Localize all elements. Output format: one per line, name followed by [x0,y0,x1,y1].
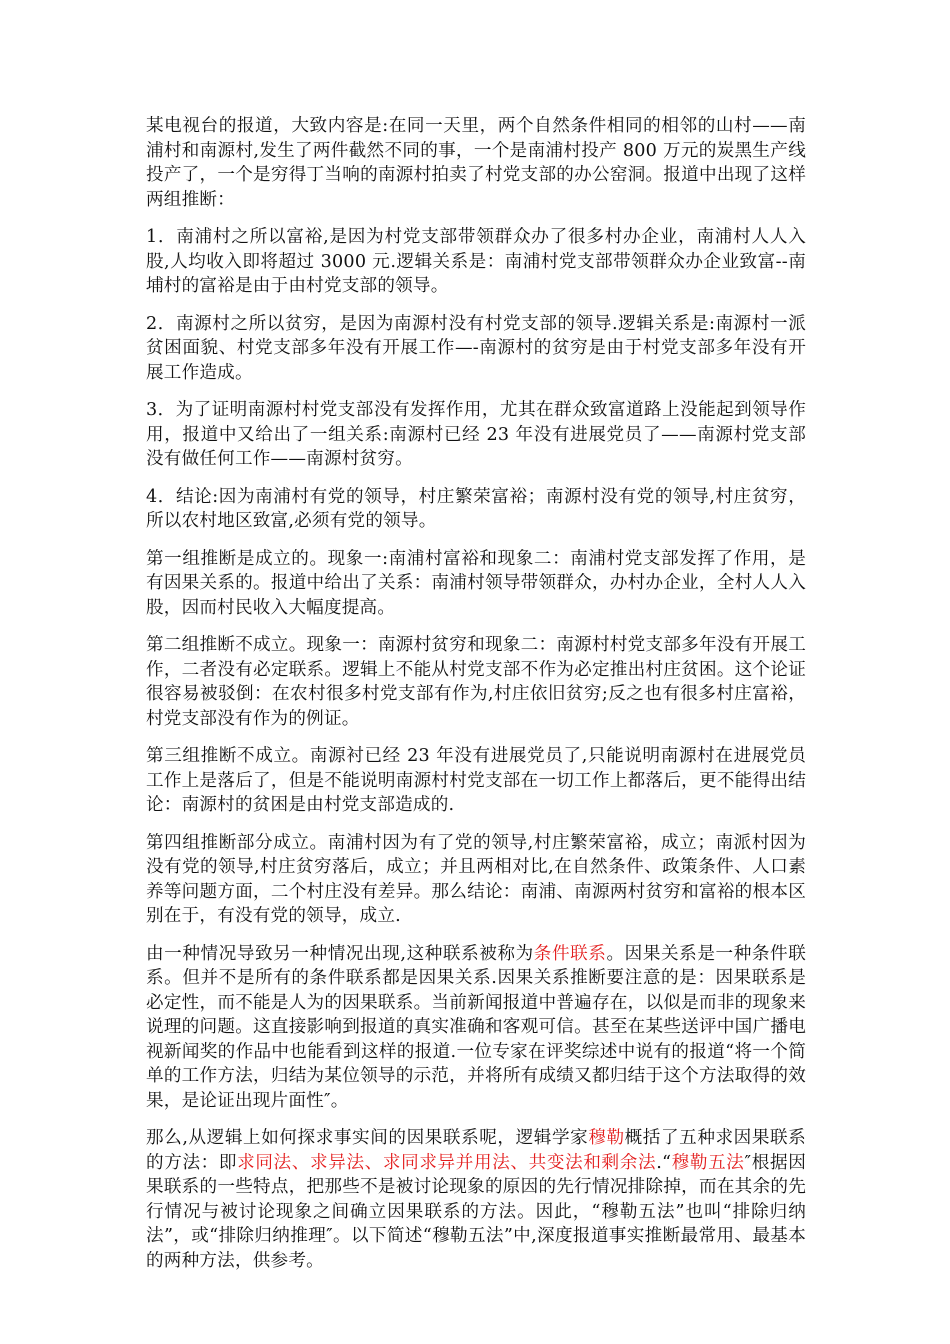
paragraph-inference-2 [146,312,806,386]
paragraph-condition-link [146,942,806,1114]
paragraph-text: 1．南浦村之所以富裕,是因为村党支部带领群众办了很多村办企业，南浦村人人入股,人均收入即将超过 3000 元.逻辑关系是：南浦村党支部带领群众办企业致富--南埔村的富裕是由于由村党支部的领导。 [146,227,806,296]
document-body [146,114,806,1286]
paragraph-text: 第四组推断部分成立。南浦村因为有了党的领导,村庄繁荣富裕，成立；南派村因为没有党的领导,村庄贫穷落后，成立；并且两相对比,在自然条件、政策条件、人口素养等问题方面，二个村庄没有差异。那么结论：南浦、南源两村贫穷和富裕的根本区别在于，有没有党的领导，成立. [146,832,806,926]
paragraph-intro [146,114,806,212]
paragraph-text: 。因果关系是一种条件联系。但并不是所有的条件联系都是因果关系.因果关系推断要注意的是：因果联系是必定性，而不能是人为的因果联系。当前新闻报道中普遍存在，以似是而非的现象来说理的问题。这直接影响到报道的真实准确和客观可信。甚至在某些送评中国广播电视新闻奖的作品中也能看到这样的报道.一位专家在评奖综述中说有的报道“将一个简单的工作方法，归结为某位领导的示范，并将所有成绩又都归结于这个方法取得的效果，是论证出现片面性″。 [146,943,806,1111]
paragraph-text: 4．结论:因为南浦村有党的领导，村庄繁荣富裕；南源村没有党的领导,村庄贫穷，所以农村地区致富,必须有党的领导。 [146,486,806,531]
paragraph-text: ″根据因果联系的一些特点，把那些不是被讨论现象的原因的先行情况排除掉，而在其余的先行情况与被讨论现象之间确立因果联系的方法。因此，“穆勒五法”也叫“排除归纳法”，或“排除归纳推理″。以下简述“穆勒五法”中,深度报道事实推断最常用、最基本的两种方法，供参考。 [146,1152,806,1271]
paragraph-text: 第三组推断不成立。南源衬已经 23 年没有进展党员了,只能说明南源村在进展党员工作上是落后了，但是不能说明南源村村党支部在一切工作上都落后，更不能得出结论：南源村的贫困是由村党支部造成的. [146,746,806,815]
paragraph-text: 概括了五种求因果联系的方法：即 [146,1128,806,1173]
highlighted-term: 穆勒 [588,1128,625,1148]
paragraph-analysis-4 [146,831,806,929]
paragraph-analysis-2 [146,633,806,731]
paragraph-text: 第一组推断是成立的。现象一:南浦村富裕和现象二：南浦村党支部发挥了作用，是有因果关系的。报道中给出了关系：南浦村领导带领群众，办村办企业，全村人人入股，因而村民收入大幅度提高。 [146,548,806,618]
highlighted-term: 穆勒五法 [671,1152,745,1173]
paragraph-inference-1 [146,225,806,299]
paragraph-analysis-1 [146,547,806,621]
highlighted-term: 求同法、求异法、求同求异并用法、共变法和剩余法 [237,1152,657,1173]
paragraph-text: 某电视台的报道，大致内容是:在同一天里，两个自然条件相同的相邻的山村——南浦村和南源村,发生了两件截然不同的事，一个是南浦村投产 800 万元的炭黑生产线投产了，一个是穷得丁当响的南源村拍卖了村党支部的办公窑洞。报道中出现了这样两组推断： [146,116,806,210]
paragraph-analysis-3 [146,744,806,818]
paragraph-inference-3 [146,398,806,472]
paragraph-text: 3．为了证明南源村村党支部没有发挥作用，尤其在群众致富道路上没能起到领导作用，报道中又给出了一组关系:南源村已经 23 年没有进展党员了——南源村党支部没有做任何工作——南源村贫穷。 [146,400,806,469]
paragraph-conclusion [146,485,806,534]
paragraph-text: 那么,从逻辑上如何探求事实间的因果联系呢，逻辑学家 [146,1128,589,1148]
paragraph-text: 2．南源村之所以贫穷，是因为南源村没有村党支部的领导.逻辑关系是:南源村一派贫困面貌、村党支部多年没有开展工作—-南源村的贫穷是由于村党支部多年没有开展工作造成。 [146,313,806,383]
paragraph-text: 第二组推断不成立。现象一：南源村贫穷和现象二：南源村村党支部多年没有开展工作，二者没有必定联系。逻辑上不能从村党支部不作为必定推出村庄贫困。这个论证很容易被驳倒：在农村很多村党支部有作为,村庄依旧贫穷;反之也有很多村庄富裕，村党支部没有作为的例证。 [146,635,806,729]
paragraph-text: 由一种情况导致另一种情况出现,这种联系被称为 [146,943,534,964]
highlighted-term: 条件联系 [533,943,607,964]
paragraph-text: .“ [656,1152,672,1173]
paragraph-mill-methods [146,1126,806,1273]
